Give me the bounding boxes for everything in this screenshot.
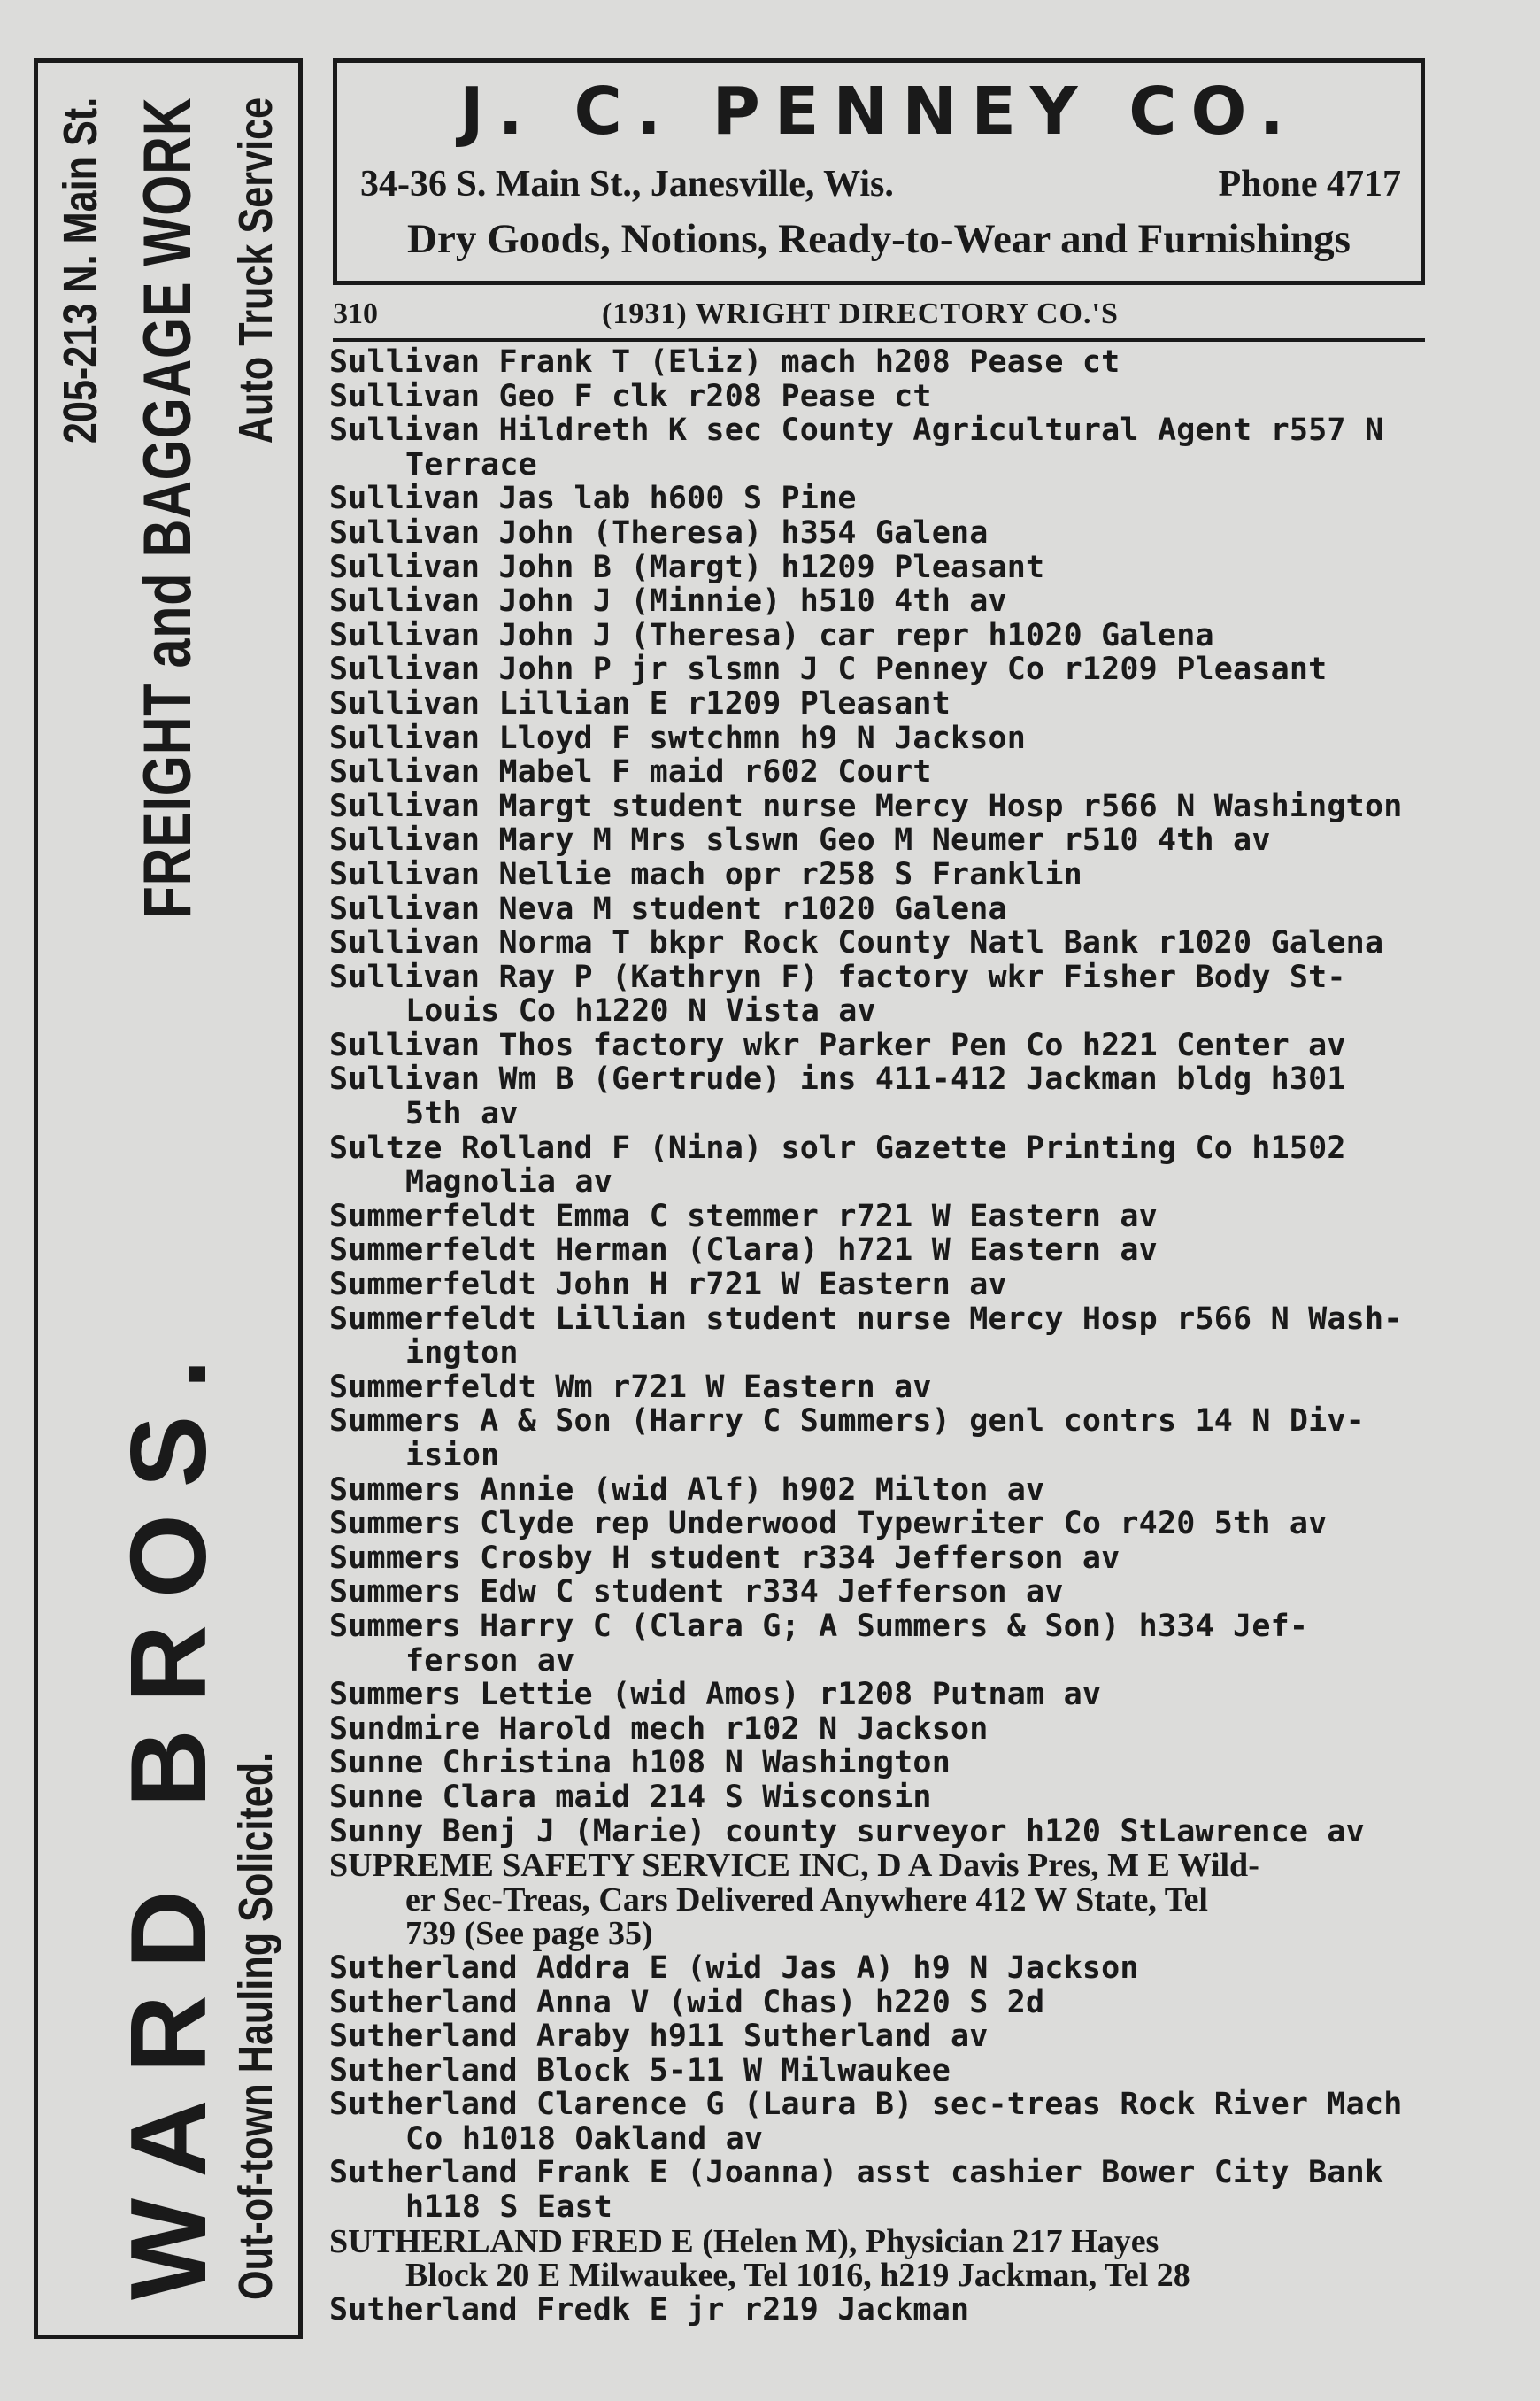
- entry-continuation-line: Co h1018 Oakland av: [405, 2120, 764, 2157]
- entry-line: Sullivan Thos factory wkr Parker Pen Co h221 Center av: [329, 1027, 1346, 1063]
- entry-line: Sullivan Wm B (Gertrude) ins 411-412 Jackman bldg h301: [329, 1062, 1346, 1098]
- directory-entry: [329, 755, 1427, 790]
- entry-line: Sullivan Mabel F maid r602 Court: [329, 754, 932, 791]
- entry-line: Summers Harry C (Clara G; A Summers & Son) h334 Jef-: [329, 1608, 1309, 1644]
- directory-entry: [329, 380, 1427, 414]
- directory-entry: [329, 1541, 1427, 1576]
- directory-entry: [329, 2019, 1427, 2054]
- directory-entry: [329, 619, 1427, 653]
- running-header: [333, 297, 1425, 338]
- ward-bros-advertisement: [34, 58, 303, 2339]
- entry-line: Summerfeldt Wm r721 W Eastern av: [329, 1369, 932, 1405]
- directory-entry: [329, 1575, 1427, 1610]
- directory-entry: [329, 1268, 1427, 1302]
- entry-line: Sutherland Araby h911 Sutherland av: [329, 2019, 989, 2055]
- ward-bros-name: WARD BROS.: [107, 1332, 228, 2300]
- directory-entry: [329, 687, 1427, 722]
- entry-continuation-line: Terrace: [405, 446, 537, 483]
- directory-entry: [329, 1370, 1427, 1405]
- entry-continuation-line: Louis Co h1220 N Vista av: [405, 993, 876, 1030]
- entry-line: Summerfeldt Herman (Clara) h721 W Eastern av: [329, 1232, 1158, 1269]
- header-rule: [333, 338, 1425, 342]
- entry-line: Sullivan Geo F clk r208 Pease ct: [329, 378, 932, 414]
- jc-penney-goods: Dry Goods, Notions, Ready-to-Wear and Furnishings: [407, 216, 1351, 262]
- entry-line: Sullivan Lillian E r1209 Pleasant: [329, 685, 951, 722]
- directory-entry: [329, 1062, 1427, 1131]
- directory-entry: [329, 1746, 1427, 1780]
- entry-line: Summers Crosby H student r334 Jefferson av: [329, 1540, 1120, 1576]
- entry-continuation-line: 5th av: [405, 1096, 519, 1132]
- directory-entry: [329, 652, 1427, 687]
- entry-line: Sullivan Margt student nurse Mercy Hosp r566 N Washington: [329, 788, 1403, 824]
- entry-line: Summers Clyde rep Underwood Typewriter Co r420 5th av: [329, 1506, 1328, 1542]
- entry-continuation-line: ferson av: [405, 1642, 575, 1679]
- entry-line: Sullivan John (Theresa) h354 Galena: [329, 514, 989, 551]
- entry-line: Sunne Clara maid 214 S Wisconsin: [329, 1779, 932, 1815]
- entry-continuation-line: Block 20 E Milwaukee, Tel 1016, h219 Jackman, Tel 28: [405, 2257, 1190, 2295]
- ward-bros-address: 205-213 N. Main St.: [54, 97, 108, 444]
- entry-line: Summers Annie (wid Alf) h902 Milton av: [329, 1471, 1045, 1508]
- entry-line: Summers Edw C student r334 Jefferson av: [329, 1574, 1064, 1610]
- entry-line: SUTHERLAND FRED E (Helen M), Physician 217 Hayes: [329, 2222, 1159, 2260]
- entry-continuation-line: h118 S East: [405, 2189, 612, 2226]
- entry-line: Sullivan Lloyd F swtchmn h9 N Jackson: [329, 720, 1027, 756]
- ward-bros-line-3: [212, 74, 299, 2323]
- directory-entry: [329, 1507, 1427, 1541]
- directory-entry: [329, 1131, 1427, 1200]
- directory-entry: [329, 1712, 1427, 1747]
- entry-continuation-line: ington: [405, 1335, 519, 1371]
- entry-continuation-line: Magnolia av: [405, 1164, 612, 1200]
- entry-line: Summers A & Son (Harry C Summers) genl contrs 14 N Div-: [329, 1403, 1365, 1440]
- entry-line: Sullivan John P jr slsmn J C Penney Co r1209 Pleasant: [329, 652, 1328, 688]
- entry-line: Sutherland Frank E (Joanna) asst cashier Bower City Bank: [329, 2155, 1384, 2191]
- directory-entry: [329, 1678, 1427, 1712]
- directory-entry: [329, 1986, 1427, 2020]
- entry-line: Summerfeldt Lillian student nurse Mercy Hosp r566 N Wash-: [329, 1301, 1403, 1337]
- entry-line: Sullivan Nellie mach opr r258 S Franklin: [329, 856, 1082, 892]
- entry-line: Sullivan John J (Theresa) car repr h1020 Galena: [329, 617, 1214, 653]
- directory-entry: [329, 1029, 1427, 1063]
- entry-line: Sutherland Block 5-11 W Milwaukee: [329, 2052, 951, 2088]
- directory-entry: [329, 961, 1427, 1029]
- entry-line: Sullivan John B (Margt) h1209 Pleasant: [329, 549, 1045, 585]
- directory-entry: [329, 823, 1427, 858]
- directory-entry: [329, 1815, 1427, 1849]
- directory-entry: [329, 1302, 1427, 1370]
- directory-entry: [329, 1780, 1427, 1815]
- directory-entry: [329, 2088, 1427, 2156]
- directory-entry: [329, 790, 1427, 824]
- ward-bros-headline: FREIGHT and BAGGAGE WORK: [129, 97, 205, 919]
- directory-entry: [329, 584, 1427, 619]
- jc-penney-advertisement: [333, 58, 1425, 285]
- entry-line: Sullivan Hildreth K sec County Agricultural Agent r557 N: [329, 413, 1384, 449]
- directory-entry: [329, 516, 1427, 551]
- directory-entry: [329, 1849, 1427, 1951]
- entry-line: Sunny Benj J (Marie) county surveyor h120 StLawrence av: [329, 1813, 1365, 1849]
- directory-entry: [329, 413, 1427, 482]
- directory-entry: [329, 722, 1427, 756]
- directory-entry: [329, 482, 1427, 516]
- directory-entry: [329, 345, 1427, 380]
- entry-line: Sullivan Neva M student r1020 Galena: [329, 891, 1007, 927]
- entry-line: Sundmire Harold mech r102 N Jackson: [329, 1710, 989, 1747]
- directory-entry: [329, 1610, 1427, 1678]
- ward-bros-tagline-right: Auto Truck Service: [228, 97, 282, 444]
- jc-penney-name: J. C. PENNEY CO.: [459, 73, 1298, 150]
- directory-title: (1931) WRIGHT DIRECTORY CO.'S: [602, 297, 1119, 330]
- directory-entry: [329, 1473, 1427, 1508]
- directory-entry: [329, 926, 1427, 961]
- directory-entry: [329, 1233, 1427, 1268]
- entry-line: Sutherland Addra E (wid Jas A) h9 N Jackson: [329, 1949, 1139, 1986]
- entry-continuation-line: er Sec-Treas, Cars Delivered Anywhere 412 W State, Tel: [405, 1880, 1208, 1918]
- ward-bros-rotated-text: [37, 74, 299, 2323]
- entry-line: Summers Lettie (wid Amos) r1208 Putnam av: [329, 1677, 1102, 1713]
- directory-entry: [329, 1951, 1427, 1986]
- entry-line: Sullivan Jas lab h600 S Pine: [329, 481, 857, 517]
- entry-line: Sullivan Frank T (Eliz) mach h208 Pease ct: [329, 344, 1120, 380]
- page-number: 310: [333, 297, 378, 330]
- directory-entry: [329, 551, 1427, 585]
- ward-bros-line-2: [107, 74, 228, 2323]
- entry-line: Sultze Rolland F (Nina) solr Gazette Printing Co h1502: [329, 1130, 1346, 1166]
- directory-listing: [329, 345, 1427, 2327]
- jc-penney-address: 34-36 S. Main St., Janesville, Wis.: [360, 164, 894, 205]
- directory-entry: [329, 2293, 1427, 2328]
- directory-entry: [329, 1200, 1427, 1234]
- directory-entry: [329, 2156, 1427, 2224]
- entry-line: SUPREME SAFETY SERVICE INC, D A Davis Pres, M E Wild-: [329, 1847, 1259, 1885]
- entry-line: Summerfeldt Emma C stemmer r721 W Eastern av: [329, 1198, 1158, 1234]
- entry-line: Sullivan Ray P (Kathryn F) factory wkr Fisher Body St-: [329, 959, 1346, 995]
- entry-line: Sunne Christina h108 N Washington: [329, 1745, 951, 1781]
- ward-bros-tagline-left: Out-of-town Hauling Solicited.: [228, 1751, 282, 2300]
- entry-line: Sutherland Anna V (wid Chas) h220 S 2d: [329, 1984, 1045, 2020]
- entry-continuation-line: ision: [405, 1438, 500, 1473]
- directory-entry: [329, 2054, 1427, 2088]
- entry-continuation-line: 739 (See page 35): [405, 1915, 653, 1953]
- entry-line: Summerfeldt John H r721 W Eastern av: [329, 1267, 1007, 1303]
- directory-entry: [329, 858, 1427, 892]
- directory-entry: [329, 1404, 1427, 1472]
- directory-entry: [329, 892, 1427, 927]
- entry-line: Sullivan John J (Minnie) h510 4th av: [329, 583, 1007, 620]
- entry-line: Sullivan Norma T bkpr Rock County Natl Bank r1020 Galena: [329, 925, 1384, 961]
- entry-line: Sullivan Mary M Mrs slswn Geo M Neumer r510 4th av: [329, 822, 1271, 859]
- jc-penney-phone: Phone 4717: [1218, 164, 1401, 205]
- directory-entry: [329, 2222, 1427, 2295]
- entry-line: Sutherland Clarence G (Laura B) sec-treas Rock River Mach: [329, 2087, 1403, 2123]
- entry-line: Sutherland Fredk E jr r219 Jackman: [329, 2291, 970, 2328]
